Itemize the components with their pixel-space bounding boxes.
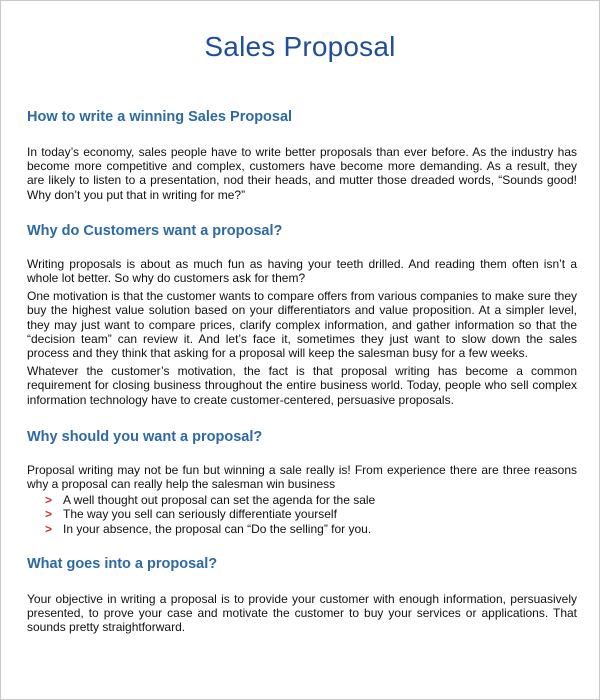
section-why-you-want [27, 429, 577, 536]
section-heading: What goes into a proposal? [27, 555, 218, 572]
list-item [45, 522, 577, 536]
section-why-customers-want [27, 223, 577, 407]
chevron-right-icon: > [45, 521, 53, 536]
list-item [45, 507, 577, 521]
paragraph: Proposal writing may not be fun but winning a sale really is! From experience there are three reasons why a proposal can really help the salesman win business [27, 462, 577, 492]
bullet-list [27, 493, 577, 536]
paragraph: Your objective in writing a proposal is to provide your customer with enough information, persuasively presented, to prove your case and motivate the customer to buy your services or applications. That sounds pretty straightforward. [27, 591, 577, 635]
list-item-text: In your absence, the proposal can “Do the selling” for you. [63, 521, 372, 536]
list-item-text: A well thought out proposal can set the agenda for the sale [63, 493, 376, 508]
paragraph: In today’s economy, sales people have to write better proposals than ever before. As the industry has become more competitive and complex, customers have become more demanding. As a result, they are likely to listen to a presentation, nod their heads, and mutter those dreaded words, “Sounds good! Why don’t you put that in writing for me?” [27, 145, 577, 202]
section-winning-proposal [27, 109, 577, 202]
paragraph: One motivation is that the customer wants to compare offers from various companies to make sure they buy the highest value solution based on your differentiators and value proposition. At a simpler level, they may just want to compare prices, clarify complex information, and gather information so that the “decision team” can review it. And let’s face it, sometimes they just want to slow down the sales process and they think that asking for a proposal will keep the salesman busy for a few weeks. [27, 289, 577, 361]
list-item [45, 493, 577, 507]
chevron-right-icon: > [45, 493, 53, 508]
list-item-text: The way you sell can seriously differentiate yourself [63, 507, 337, 522]
section-heading: Why do Customers want a proposal? [27, 222, 283, 239]
document-title: Sales Proposal [204, 31, 396, 62]
paragraph: Writing proposals is about as much fun as having your teeth drilled. And reading them often isn’t a whole lot better. So why do customers ask for them? [27, 256, 577, 286]
section-heading: Why should you want a proposal? [27, 428, 263, 445]
paragraph: Whatever the customer’s motivation, the fact is that proposal writing has become a common requirement for closing business throughout the entire business world. Today, people who sell complex information technology have to create customer-centered, persuasive proposals. [27, 364, 577, 407]
chevron-right-icon: > [45, 507, 53, 522]
section-what-goes-into [27, 556, 577, 635]
document-body [27, 109, 577, 634]
section-heading: How to write a winning Sales Proposal [27, 109, 293, 125]
